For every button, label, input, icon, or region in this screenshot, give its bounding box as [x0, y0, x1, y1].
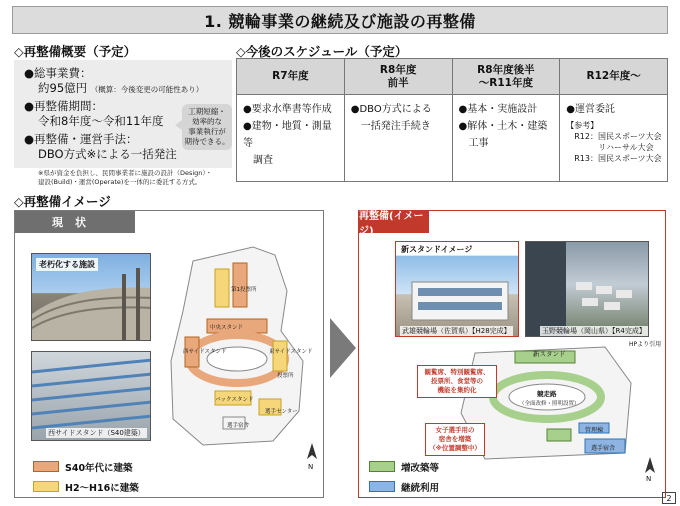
transition-arrow-icon: [330, 318, 356, 378]
new-stand-label: 新スタンドイメージ: [401, 245, 473, 254]
page-number: 2: [662, 492, 676, 504]
bubble-line: 期待できる。: [184, 137, 230, 146]
callout-women-dorm: 女子選手用の 宿舎を増築 （※位置調整中）: [425, 423, 485, 456]
plan-new-stand: 新スタンド: [533, 350, 566, 358]
plan-east-side: 東サイドスタンド: [269, 349, 313, 355]
schedule-col-header: R8年度後半 ～R11年度: [452, 59, 560, 95]
schedule-cell: ●基本・実施設計 ●解体・土木・建築 工事: [452, 95, 560, 182]
north-label: N: [646, 475, 652, 483]
schedule-table: [236, 58, 668, 182]
legend-swatch-s40: [33, 461, 59, 472]
seating-icon: [526, 242, 649, 337]
plan-parking: 選手宿舎: [227, 423, 250, 429]
benefit-bubble: [182, 104, 232, 150]
north-label: N: [308, 463, 314, 471]
schedule-cell: ●要求水準書等作成 ●建物・地質・測量等 調査: [237, 95, 345, 182]
plan-back-stand: バックスタンド: [215, 397, 254, 403]
schedule-col-header: R12年度～: [560, 59, 668, 95]
plan-admin: 管理棟: [585, 427, 604, 434]
bubble-line: 工期短縮・: [188, 107, 226, 116]
footnote-2: 建設(Build)・運営(Operate)を一体的に委託する方式。: [38, 178, 202, 186]
method-value: DBO方式※による一括発注: [38, 147, 177, 161]
current-tag: 現状: [15, 211, 135, 233]
bubble-line: 事業執行が: [188, 127, 226, 136]
plan-ticket: 投票所: [277, 373, 294, 379]
legend-swatch-expand: [369, 461, 395, 472]
old-stand-photo: [31, 351, 151, 441]
old-facility-photo: [31, 253, 151, 341]
bubble-line: 効率的な: [192, 117, 222, 126]
schedule-cell: ●DBO方式による 一括発注手続き: [344, 95, 452, 182]
period-value: 令和8年度～令和11年度: [38, 114, 164, 128]
takeo-photo: [395, 241, 519, 337]
plan-track: 競走路: [537, 390, 557, 398]
reference-note: 【参考】 R12：国民スポーツ大会 リハーサル大会 R13：国民スポーツ大会: [566, 121, 662, 163]
hp-credit: HPより引用: [629, 341, 662, 348]
legend-swatch-h2: [33, 481, 59, 492]
tamano-photo: [525, 241, 649, 337]
old-stand-caption: 西サイドスタンド（S40建築）: [48, 429, 145, 437]
legend-swatch-continue: [369, 481, 395, 492]
legend-label-expand: 増改築等: [401, 463, 440, 474]
legend-label-s40: S40年代に建築: [65, 463, 133, 474]
current-state-panel: [14, 210, 324, 498]
schedule-col-header: R8年度 前半: [344, 59, 452, 95]
schedule-cell: ●運営委託 【参考】 R12：国民スポーツ大会 リハーサル大会 R13：国民スポーツ大会: [560, 95, 668, 182]
method-label: ●再整備・運営手法：: [24, 132, 138, 146]
schedule-col-header: R7年度: [237, 59, 345, 95]
current-site-plan: [163, 241, 318, 451]
legend-label-continue: 継続利用: [401, 483, 440, 494]
plan-center: 選手センター: [265, 409, 298, 415]
period-label: ●再整備期間：: [24, 99, 104, 113]
building-icon: [396, 242, 519, 337]
image-heading: ◇再整備イメージ: [14, 194, 111, 209]
footnote-1: ※県が資金を負担し、民間事業者に施設の設計（Design）・: [38, 169, 213, 177]
cost-note: （概算：今後変更の可能性あり）: [90, 85, 204, 94]
overview-heading: ◇再整備概要（予定）: [14, 44, 137, 59]
plan-hall: 第1投票所: [231, 287, 257, 293]
redevelopment-tag: 再整備(イメージ): [359, 211, 429, 233]
schedule-heading: ◇今後のスケジュール（予定）: [236, 44, 408, 59]
cost-label: ●総事業費：: [24, 66, 92, 80]
redevelopment-panel: [358, 210, 666, 498]
tamano-caption: 玉野競輪場（岡山県）【R4完成】: [542, 327, 646, 335]
plan-dorm: 選手宿舎: [591, 445, 616, 452]
takeo-caption: 武雄競輪場（佐賀県）【H28完成】: [402, 327, 511, 335]
north-arrow-icon: [305, 443, 319, 465]
legend-label-h2: H2～H16に建築: [65, 483, 139, 494]
plan-main-stand: 中央スタンド: [210, 325, 244, 331]
callout-consolidate: 観覧席、特別観覧席、 投票所、食堂等の 機能を集約化: [417, 365, 497, 398]
cost-value-line: [38, 80, 203, 96]
page-title: 1. 競輪事業の継続及び施設の再整備: [12, 6, 668, 34]
plan-track-sub: （全面改修・照明設置）: [519, 401, 580, 407]
plan-west-side: 西サイドスタンド: [183, 349, 227, 355]
old-facility-label: 老朽化する施設: [36, 258, 98, 271]
cost-value: 約95億円: [38, 81, 88, 95]
